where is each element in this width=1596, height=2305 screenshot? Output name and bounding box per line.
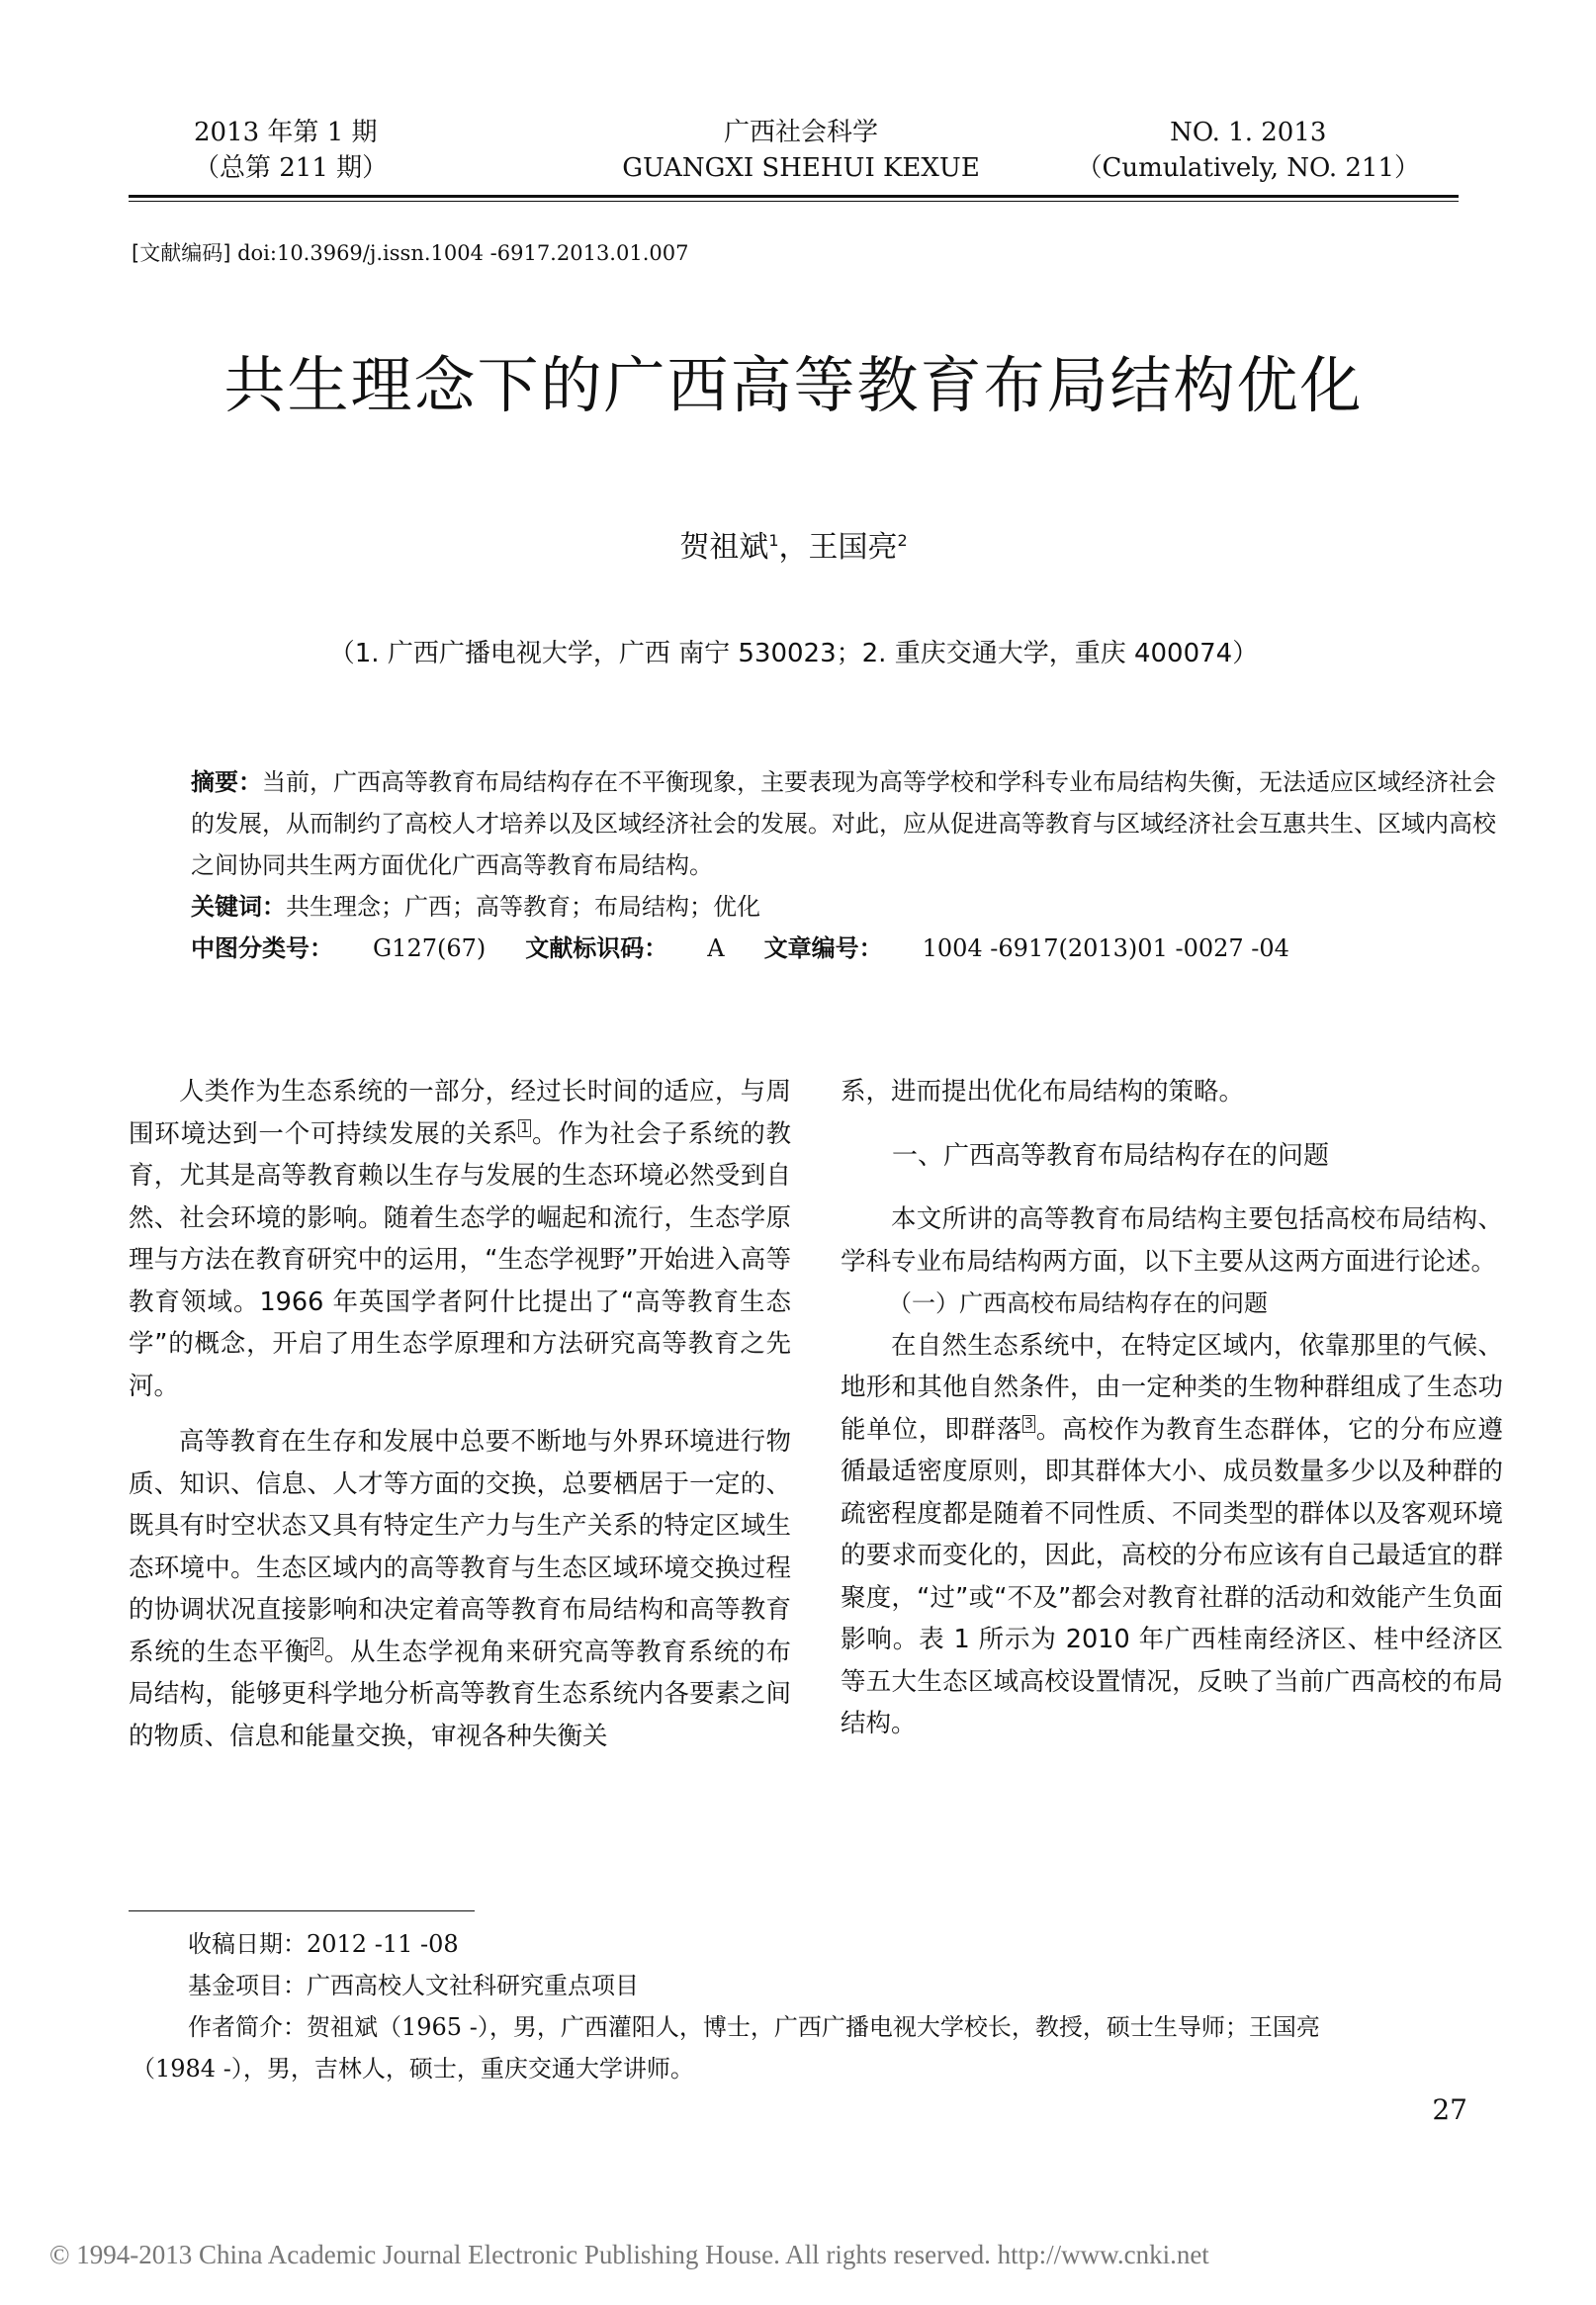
author-2-affil: 2 bbox=[897, 531, 908, 550]
paragraph-4-text-a: 在自然生态系统中，在特定区域内，依靠那里的气候、地形和其他自然条件，由一定种类的生物种群组成了生态功能单位，即群落 bbox=[841, 1330, 1503, 1445]
abstract-label: 摘要： bbox=[191, 768, 262, 796]
classification bbox=[191, 928, 1506, 969]
keywords bbox=[191, 886, 1506, 928]
doc-code-label: [文献编码] bbox=[132, 241, 231, 265]
article-no-value: 1004 -6917(2013)01 -0027 -04 bbox=[922, 934, 1289, 962]
paragraph-3: 本文所讲的高等教育布局结构主要包括高校布局结构、学科专业布局结构两方面，以下主要从这两方面进行论述。 bbox=[841, 1204, 1503, 1277]
issue-number-cn: 2013 年第 1 期 bbox=[194, 118, 378, 147]
header-rule-thick bbox=[129, 195, 1459, 198]
copyright-notice: © 1994-2013 China Academic Journal Electronic Publishing House. All rights reserved. http://www.cnki.net bbox=[49, 2240, 1209, 2269]
abstract bbox=[191, 761, 1506, 886]
footnote-received bbox=[132, 1923, 1457, 1965]
footnote-rule bbox=[129, 1910, 475, 1911]
keywords-label: 关键词： bbox=[191, 893, 286, 921]
page-number: 27 bbox=[1432, 2093, 1467, 2126]
paragraph-2-text-a: 高等教育在生存和发展中总要不断地与外界环境进行物质、知识、信息、人才等方面的交换，总要栖居于一定的、既具有时空状态又具有特定生产力与生产关系的特定区域生态环境中。生态区域内的高等教育与生态区域环境交换过程的协调状况直接影响和决定着高等教育布局结构和高等教育系统的生态平衡 bbox=[129, 1427, 791, 1667]
doc-id-value: A bbox=[707, 934, 725, 962]
author-sep: ， bbox=[778, 530, 809, 565]
footnote-fund bbox=[132, 1965, 1457, 2006]
total-issue-cn: （总第 211 期） bbox=[194, 153, 389, 183]
received-label: 收稿日期： bbox=[188, 1930, 307, 1958]
bio-label: 作者简介： bbox=[188, 2013, 307, 2041]
body-left-column bbox=[129, 1071, 791, 1757]
abstract-block bbox=[191, 761, 1506, 969]
paragraph-1-text-b: 。作为社会子系统的教育，尤其是高等教育赖以生存与发展的生态环境必然受到自然、社会环境的影响。随着生态学的崛起和流行，生态学原理与方法在教育研究中的运用，“生态学视野”开始进入高等教育领域。1966 年英国学者阿什比提出了“高等教育生态学”的概念，开启了用生态学原理和方法研究高等教育之先河。 bbox=[129, 1118, 791, 1401]
issue-info-cn bbox=[194, 115, 388, 186]
authors bbox=[129, 522, 1459, 566]
doi: doi:10.3969/j.issn.1004 -6917.2013.01.007 bbox=[237, 241, 689, 265]
keywords-text: 共生理念；广西；高等教育；布局结构；优化 bbox=[286, 893, 760, 921]
clc-label: 中图分类号： bbox=[191, 934, 333, 962]
doc-code bbox=[132, 237, 688, 267]
paragraph-1 bbox=[129, 1071, 791, 1407]
issue-info-en bbox=[1077, 115, 1420, 186]
paragraph-4-text-b: 。高校作为教育生态群体，它的分布应遵循最适密度原则，即其群体大小、成员数量多少以及种群的疏密程度都是随着不同性质、不同类型的群体以及客观环境的要求而变化的，因此，高校的分布应该有自己最适宜的群聚度，“过”或“不及”都会对教育社群的活动和效能产生负面影响。表 1 所示为 2010 年广西桂南经济区、桂中经济区等五大生态区域高校设置情况，反映了当前广西高校的布局结构。 bbox=[841, 1414, 1503, 1738]
author-1: 贺祖斌 bbox=[679, 530, 769, 565]
received-date: 2012 -11 -08 bbox=[307, 1930, 459, 1958]
subsection-heading-1: （一）广西高校布局结构存在的问题 bbox=[888, 1289, 1268, 1317]
abstract-text: 当前，广西高等教育布局结构存在不平衡现象，主要表现为高等学校和学科专业布局结构失衡，无法适应区域经济社会的发展，从而制约了高校人才培养以及区域经济社会的发展。对此，应从促进高等教育与区域经济社会互惠共生、区域内高校之间协同共生两方面优化广西高等教育布局结构。 bbox=[191, 768, 1496, 879]
issue-number-en: NO. 1. 2013 bbox=[1170, 118, 1327, 147]
citation-1[interactable]: 1 bbox=[520, 1120, 530, 1136]
bio-text-1: 贺祖斌（1965 -），男，广西灌阳人，博士，广西广播电视大学校长，教授，硕士生导师；王国亮 bbox=[307, 2013, 1320, 2041]
journal-name bbox=[593, 115, 1009, 186]
paragraph-continued: 系，进而提出优化布局结构的策略。 bbox=[841, 1077, 1245, 1107]
total-issue-en: （Cumulatively, NO. 211） bbox=[1076, 153, 1420, 183]
fund-text: 广西高校人文社科研究重点项目 bbox=[307, 1972, 639, 1999]
doc-id-label: 文献标识码： bbox=[525, 934, 668, 962]
author-1-affil: 1 bbox=[768, 531, 779, 550]
paragraph-2 bbox=[129, 1421, 791, 1757]
header-rule-thin bbox=[129, 201, 1459, 202]
citation-3[interactable]: 3 bbox=[1023, 1416, 1033, 1432]
footnote-bio-cont: （1984 -），男，吉林人，硕士，重庆交通大学讲师。 bbox=[132, 2055, 694, 2083]
footnotes bbox=[132, 1923, 1457, 2089]
article-no-label: 文章编号： bbox=[763, 934, 883, 962]
author-2: 王国亮 bbox=[808, 530, 898, 565]
affiliations: （1. 广西广播电视大学，广西 南宁 530023；2. 重庆交通大学，重庆 400074） bbox=[328, 639, 1259, 668]
body-right-column bbox=[841, 1071, 1503, 1745]
citation-2[interactable]: 2 bbox=[311, 1639, 321, 1654]
section-heading-1: 一、广西高等教育布局结构存在的问题 bbox=[892, 1140, 1330, 1171]
paragraph-4 bbox=[841, 1325, 1503, 1745]
journal-name-cn: 广西社会科学 bbox=[723, 118, 878, 147]
paragraph-2-text-b: 。从生态学视角来研究高等教育系统的布局结构，能够更科学地分析高等教育生态系统内各要素之间的物质、信息和能量交换，审视各种失衡关 bbox=[129, 1637, 791, 1751]
paragraph-1-text-a: 人类作为生态系统的一部分，经过长时间的适应，与周围环境达到一个可持续发展的关系 bbox=[129, 1077, 791, 1149]
fund-label: 基金项目： bbox=[188, 1972, 307, 1999]
footnote-bio bbox=[132, 2006, 1457, 2048]
journal-name-en: GUANGXI SHEHUI KEXUE bbox=[622, 153, 980, 183]
clc-value: G127(67) bbox=[373, 934, 487, 962]
article-title: 共生理念下的广西高等教育布局结构优化 bbox=[223, 349, 1364, 421]
